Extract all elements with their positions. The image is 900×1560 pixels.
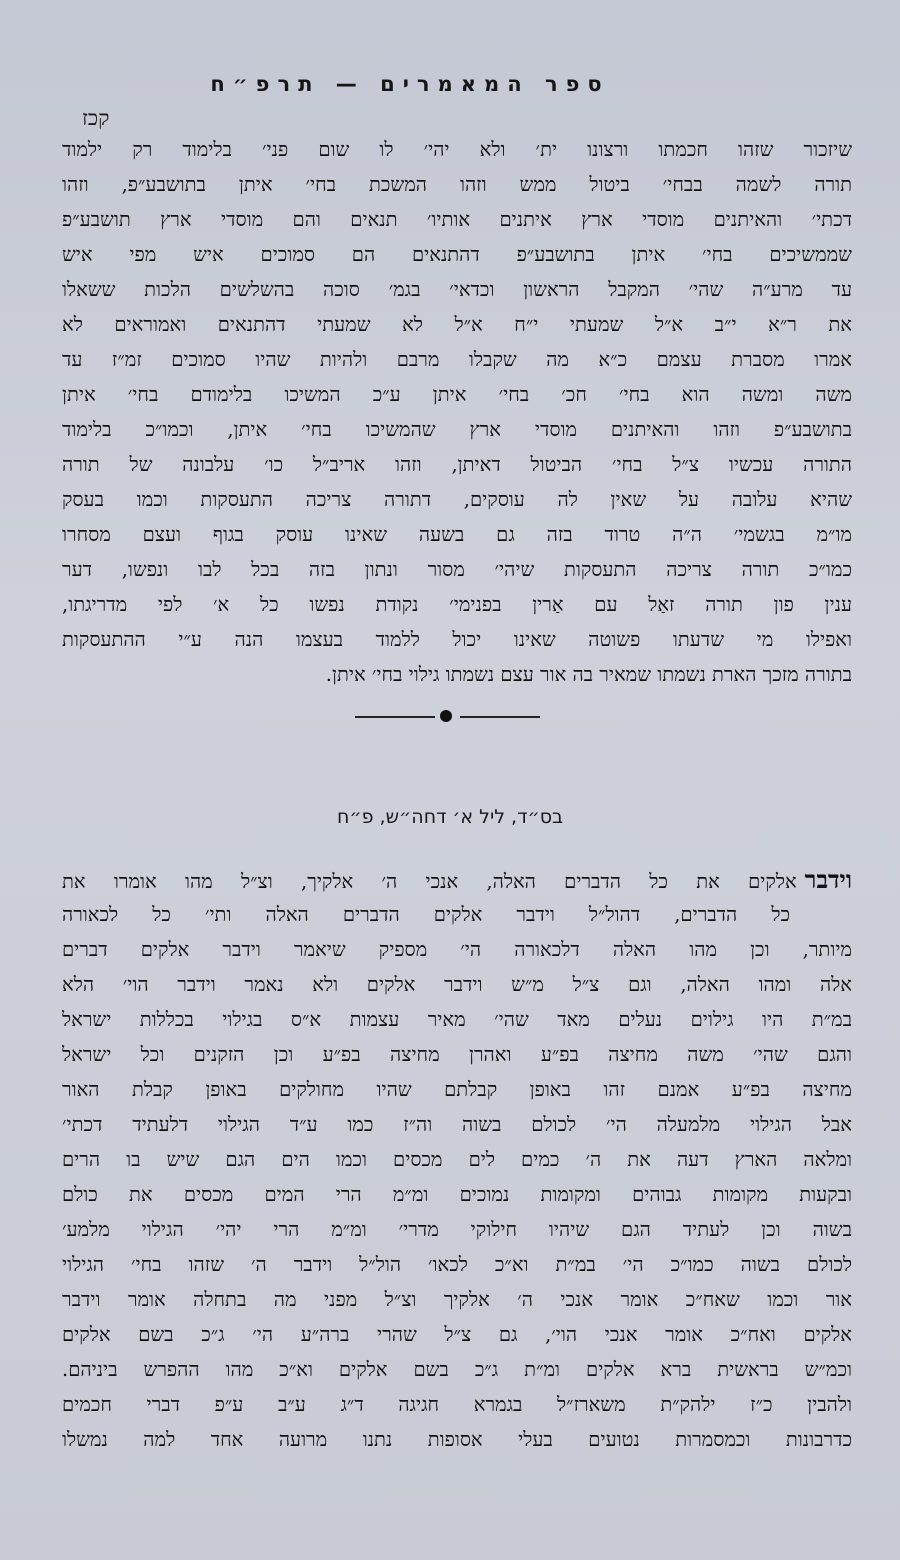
divider-rule-right [460,716,540,718]
text-line: כל הדברים, דהול״ל וידבר אלקים הדברים האלה ותי׳ כל לכאורה [62,903,790,926]
text-line: שממשיכים בחי׳ איתן בתושבע״פ דהתנאים הם סמוכים איש מפי איש [62,243,852,266]
opening-line [62,862,852,897]
section-divider [355,706,540,726]
opening-line-text: אלקים את כל הדברים האלה, אנכי ה׳ אלקיך, וצ״ל מהו אומרו את [62,870,797,893]
text-line: אבל הגילוי מלמעלה הי׳ לכולם בשוה וה״ז כמו ע״ד הגילוי דלעתיד דכתי׳ [62,1113,852,1136]
text-line: אור וכמו שאח״כ אומר אנכי ה׳ אלקיך וצ״ל מפני מה בתחלה אומר וידבר [62,1288,852,1311]
divider-dot [440,710,452,722]
text-line: אלקים ואח״כ אומר אנכי הוי׳, גם צ״ל שהרי ברה״ע הי׳ ג״כ בשם אלקים [62,1323,852,1346]
section-1-text [62,132,852,692]
text-line: אלה ומהו האלה, וגם צ״ל מ״ש וידבר אלקים ולא נאמר וידבר הוי׳ הלא [62,973,852,996]
discourse-dateline: בס״ד, ליל א׳ דחה״ש, פ״ח [336,806,564,828]
section-2-text [62,862,852,1457]
text-line: והגם שהי׳ משה מחיצה בפ״ע ואהרן מחיצה בפ״ע וכן הזקנים וכל ישראל [62,1043,852,1066]
text-line: תורה לשמה בבחי׳ ביטול ממש וזהו המשכת בחי׳ איתן בתושבע״פ, וזהו [62,173,852,196]
text-line: ואפילו מי שדעתו פשוטה שאינו יכול ללמוד בעצמו הנה ע״י ההתעסקות [62,628,852,651]
text-line: כדרבונות וכמסמרות נטועים בעלי אסופות נתנו מרועה אחד למה נמשלו [62,1428,852,1451]
text-line: ולהבין כ״ז ילהק״ת משארז״ל בגמרא חגיגה ד״ג ע״ב ע״פ דברי חכמים [62,1393,852,1416]
text-line: במ״ת היו גילוים נעלים מאד שהי׳ מאיר עצמות א״ס בגילוי בכללות ישראל [62,1008,852,1031]
text-line: דכתי׳ והאיתנים מוסדי ארץ איתנים אותיו׳ תנאים והם מוסדי ארץ תושבע״פ [62,208,852,231]
lead-word: וידבר [804,865,852,894]
divider-rule-left [355,716,435,718]
text-line: עד מרע״ה שהי׳ המקבל הראשון וכדאי׳ בגמ׳ סוכה בהשלשים הלכות ששאלו [62,278,852,301]
text-line: בתורה מזכך הארת נשמתו שמאיר בה אור עצם נשמתו גילוי בחי׳ איתן. [325,663,852,686]
page-number: קכז [82,106,110,130]
text-line: שיזכור שזהו חכמתו ורצונו ית׳ ולא יהי׳ לו שום פני׳ בלימוד רק ילמוד [62,138,852,161]
text-line: שהיא עלובה על שאין לה עוסקים, דתורה צריכה התעסקות וכמו בעסק [62,488,852,511]
text-line: מיותר, וכן מהו האלה דלכאורה הי׳ מספיק שיאמר וידבר אלקים דברים [62,938,852,961]
text-line: וכמ״ש בראשית ברא אלקים ומ״ת ג״כ בשם אלקים וא״כ מהו ההפרש ביניהם. [62,1358,852,1381]
text-line: ענין פון תורה זאַל עם אַרין בפנימי׳ נקודת נפשו כל א׳ לפי מדריגתו, [62,593,852,616]
text-line: לכולם בשוה כמו״כ הי׳ במ״ת וא״כ לכאו׳ הול״ל וידבר ה׳ שזהו בחי׳ הגילוי [62,1253,852,1276]
text-line: אמרו מסברת עצמם כ״א מה שקבלו מרבם ולהיות שהיו סמוכים זמ״ז עד [62,348,852,371]
text-line: בשוה וכן לעתיד הגם שיהיו חילוקי מדרי׳ ומ״מ הרי יהי׳ הגילוי מלמע׳ [62,1218,852,1241]
text-line: ובקעות מקומות גבוהים ומקומות נמוכים ומ״מ הרי המים מכסים את כולם [62,1183,852,1206]
text-line: בתושבע״פ וזהו והאיתנים מוסדי ארץ שהמשיכו בחי׳ איתן, וכמו״כ בלימוד [62,418,852,441]
text-line: כמו״כ תורה צריכה התעסקות שיהי׳ מסור ונתון בזה בכל לבו ונפשו, דער [62,558,852,581]
text-line: מחיצה בפ״ע אמנם זהו באופן קבלתם שהיו מחולקים באופן קבלת האור [62,1078,852,1101]
text-line: ומלאה הארץ דעה את ה׳ כמים לים מכסים וכמו הים הגם שיש בו הרים [62,1148,852,1171]
text-line: מו״מ בגשמי׳ ה״ה טרוד בזה גם בשעה שאינו עוסק בגוף ועצם מסחרו [62,523,852,546]
text-line: את ר״א י״ב א״ל שמעתי י״ח א״ל לא שמעתי דהתנאים ואמוראים לא [62,313,852,336]
text-line: משה ומשה הוא בחי׳ חכ׳ בחי׳ איתן ע״כ המשיכו בלימודם בחי׳ איתן [62,383,852,406]
text-line: התורה עכשיו צ״ל בחי׳ הביטול דאיתן, וזהו אריב״ל כו׳ עלבונה של תורה [62,453,852,476]
running-title: ספר המאמרים — תרפ״ח [210,72,610,96]
